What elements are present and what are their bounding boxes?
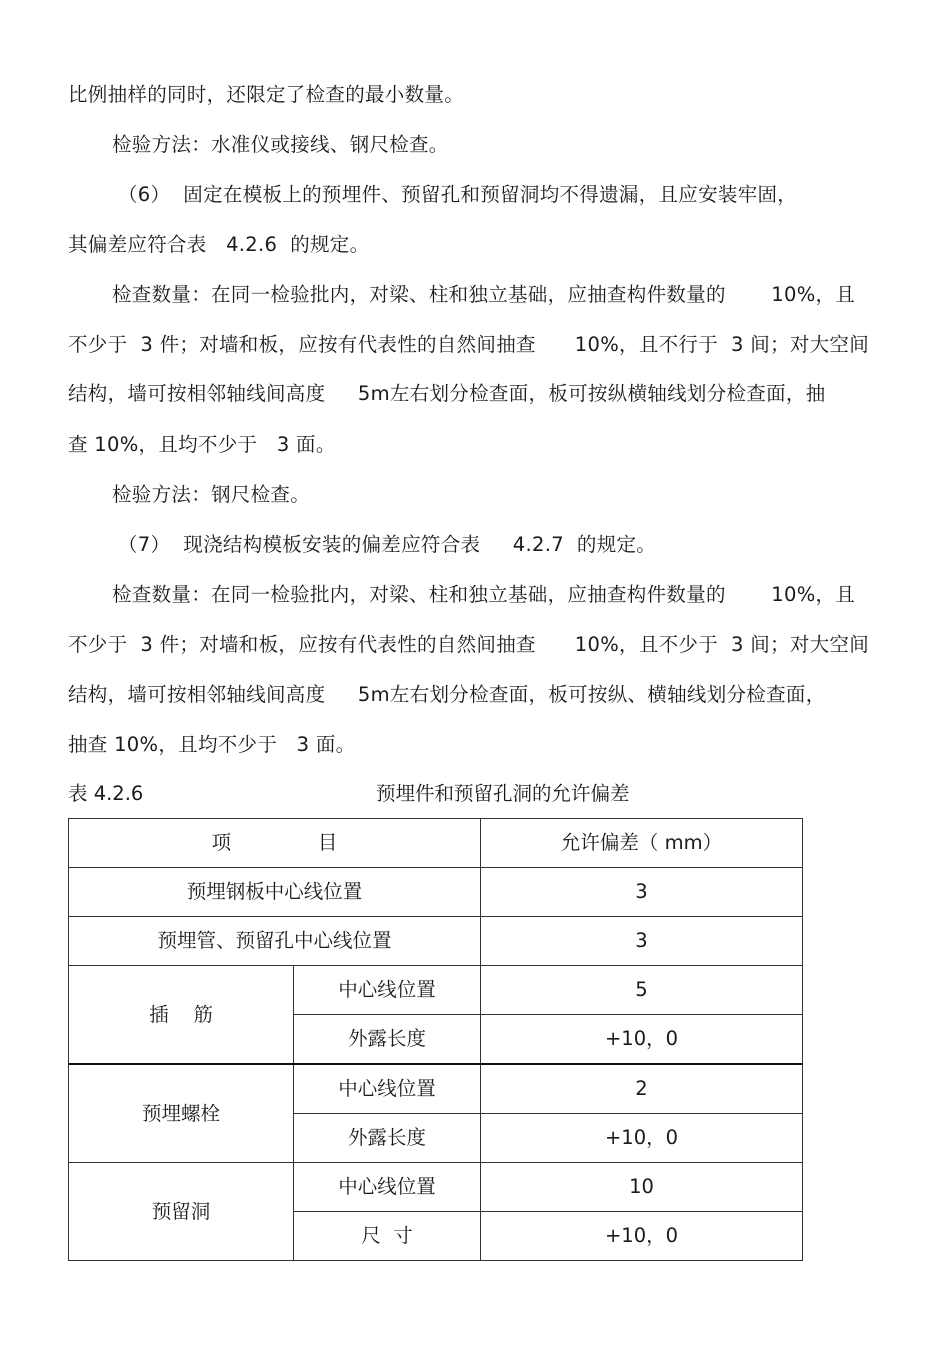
paragraph-line-8: 查 10%，且均不少于 3 面。 [68,433,336,456]
row-value: +10，0 [481,1212,803,1261]
paragraph-line-9: 检验方法：钢尺检查。 [112,483,311,506]
table-row [69,1064,803,1114]
paragraph-line-13: 结构，墙可按相邻轴线间高度 5m左右划分检查面，板可按纵、横轴线划分检查面， [68,683,826,706]
row-sub-item: 中心线位置 [294,1163,481,1212]
paragraph-line-10: （7） 现浇结构模板安装的偏差应符合表 4.2.7 的规定。 [118,533,657,556]
paragraph-line-3: （6） 固定在模板上的预埋件、预留孔和预留洞均不得遗漏，且应安装牢固， [118,183,798,206]
header-tolerance: 允许偏差（ mm） [481,819,803,868]
paragraph-line-12: 不少于 3 件；对墙和板，应按有代表性的自然间抽查 10%，且不少于 3 间；对大空间 [68,633,870,656]
row-value: +10，0 [481,1114,803,1163]
row-value: 10 [481,1163,803,1212]
row-sub-item: 中心线位置 [294,966,481,1015]
tolerance-table [68,818,803,1261]
table-title: 预埋件和预留孔洞的允许偏差 [376,782,630,805]
paragraph-line-11: 检查数量：在同一检验批内，对梁、柱和独立基础，应抽查构件数量的 10%，且 [112,583,856,606]
table-row [69,917,803,966]
paragraph-line-14: 抽查 10%，且均不少于 3 面。 [68,733,356,756]
paragraph-line-6: 不少于 3 件；对墙和板，应按有代表性的自然间抽查 10%，且不行于 3 间；对大空间 [68,333,870,356]
paragraph-line-4: 其偏差应符合表 4.2.6 的规定。 [68,233,370,256]
group-name: 预埋螺栓 [69,1064,294,1163]
row-value: 5 [481,966,803,1015]
table-header-row [69,819,803,868]
header-item: 项 目 [69,819,481,868]
row-sub-item: 中心线位置 [294,1064,481,1114]
row-value: +10，0 [481,1015,803,1065]
row-value: 3 [481,917,803,966]
row-item: 预埋钢板中心线位置 [69,868,481,917]
row-sub-item: 外露长度 [294,1015,481,1065]
row-sub-item: 尺 寸 [294,1212,481,1261]
row-value: 2 [481,1064,803,1114]
group-name: 预留洞 [69,1163,294,1261]
row-item: 预埋管、预留孔中心线位置 [69,917,481,966]
paragraph-line-1: 比例抽样的同时，还限定了检查的最小数量。 [68,83,465,106]
paragraph-line-2: 检验方法：水准仪或接线、钢尺检查。 [112,133,449,156]
table-row [69,966,803,1015]
group-name: 插 筋 [69,966,294,1065]
table-row [69,1163,803,1212]
paragraph-line-7: 结构，墙可按相邻轴线间高度 5m左右划分检查面，板可按纵横轴线划分检查面，抽 [68,382,826,405]
table-label: 表 4.2.6 [68,782,144,805]
row-sub-item: 外露长度 [294,1114,481,1163]
paragraph-line-5: 检查数量：在同一检验批内，对梁、柱和独立基础，应抽查构件数量的 10%，且 [112,283,856,306]
row-value: 3 [481,868,803,917]
table-row [69,868,803,917]
